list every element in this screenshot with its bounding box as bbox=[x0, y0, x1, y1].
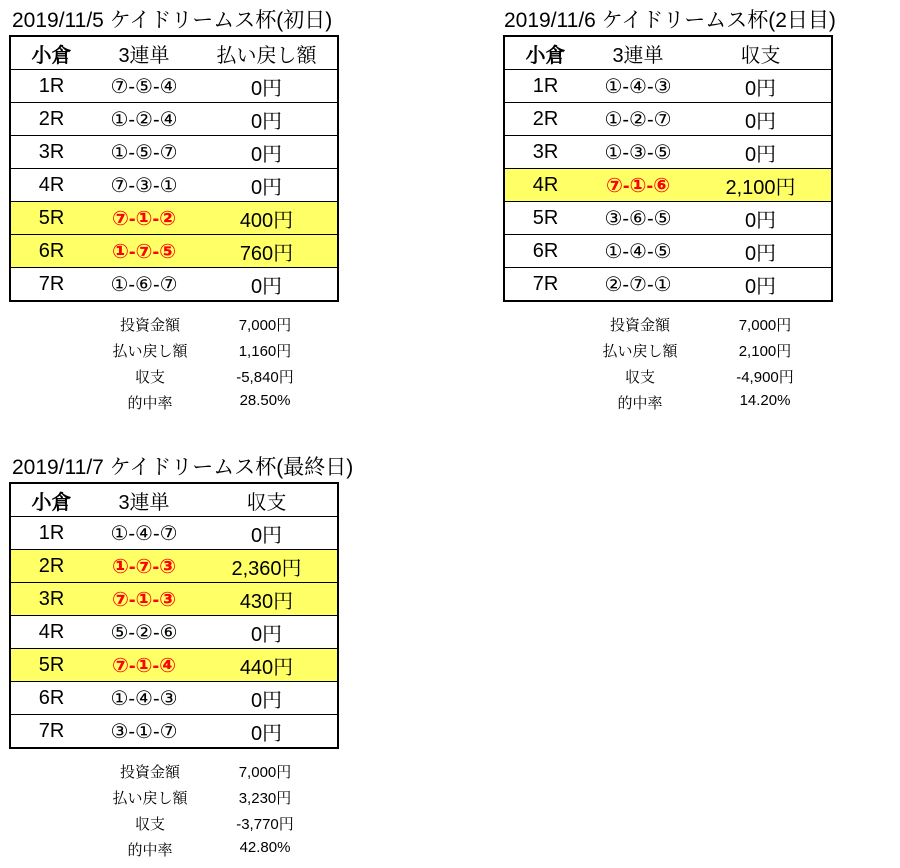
amount: 0円 bbox=[690, 70, 832, 103]
bet-type-header: 3連単 bbox=[586, 36, 690, 70]
amount: 760円 bbox=[196, 235, 338, 268]
venue-header: 小倉 bbox=[504, 36, 586, 70]
table-row-hit bbox=[10, 202, 338, 235]
combo: ⑦-①-③ bbox=[92, 583, 196, 616]
race-number: 4R bbox=[504, 169, 586, 202]
race-table bbox=[503, 35, 833, 302]
race-number: 3R bbox=[10, 136, 92, 169]
combo: ⑤-②-⑥ bbox=[92, 616, 196, 649]
race-number: 1R bbox=[504, 70, 586, 103]
combo: ③-①-⑦ bbox=[92, 715, 196, 749]
combo: ②-⑦-① bbox=[586, 268, 690, 302]
amount: 440円 bbox=[196, 649, 338, 682]
table-row bbox=[504, 268, 832, 302]
bet-type-header: 3連単 bbox=[92, 36, 196, 70]
summary-value: 7,000円 bbox=[738, 317, 792, 334]
table-row bbox=[10, 169, 338, 202]
combo: ⑦-⑤-④ bbox=[92, 70, 196, 103]
race-number: 2R bbox=[504, 103, 586, 136]
summary-value: 14.20% bbox=[739, 392, 791, 409]
amount: 0円 bbox=[196, 682, 338, 715]
amount: 400円 bbox=[196, 202, 338, 235]
table-row bbox=[504, 136, 832, 169]
table-row-hit bbox=[10, 550, 338, 583]
summary-value: 7,000円 bbox=[238, 317, 292, 334]
combo: ①-⑥-⑦ bbox=[92, 268, 196, 302]
amount: 2,360円 bbox=[196, 550, 338, 583]
summary-value: 2,100円 bbox=[738, 343, 792, 360]
amount: 0円 bbox=[196, 103, 338, 136]
amount-header: 払い戻し額 bbox=[196, 36, 338, 70]
summary-label: 投資金額 bbox=[609, 317, 670, 334]
summary-value: 3,230円 bbox=[238, 790, 292, 807]
venue-header: 小倉 bbox=[10, 36, 92, 70]
race-number: 2R bbox=[10, 103, 92, 136]
race-number: 6R bbox=[10, 235, 92, 268]
race-number: 5R bbox=[10, 202, 92, 235]
race-number: 4R bbox=[10, 169, 92, 202]
table-row bbox=[504, 103, 832, 136]
combo: ⑦-①-② bbox=[92, 202, 196, 235]
table-header-row bbox=[10, 36, 338, 70]
amount: 0円 bbox=[196, 616, 338, 649]
combo: ①-③-⑤ bbox=[586, 136, 690, 169]
summary-label: 払い戻し額 bbox=[602, 343, 678, 360]
venue-header: 小倉 bbox=[10, 483, 92, 517]
race-number: 2R bbox=[10, 550, 92, 583]
amount: 0円 bbox=[690, 202, 832, 235]
combo: ①-②-④ bbox=[92, 103, 196, 136]
summary-value: 42.80% bbox=[239, 839, 291, 856]
table-row bbox=[10, 517, 338, 550]
table-header-row bbox=[10, 483, 338, 517]
summary-label: 収支 bbox=[624, 369, 655, 386]
combo: ③-⑥-⑤ bbox=[586, 202, 690, 235]
race-table bbox=[9, 482, 339, 749]
combo: ⑦-①-④ bbox=[92, 649, 196, 682]
table-row bbox=[10, 715, 338, 749]
race-table bbox=[9, 35, 339, 302]
race-number: 5R bbox=[504, 202, 586, 235]
amount: 0円 bbox=[196, 169, 338, 202]
table-row bbox=[10, 268, 338, 302]
amount: 0円 bbox=[196, 517, 338, 550]
combo: ①-④-⑦ bbox=[92, 517, 196, 550]
combo: ①-④-⑤ bbox=[586, 235, 690, 268]
amount: 0円 bbox=[196, 715, 338, 749]
amount: 0円 bbox=[196, 70, 338, 103]
summary-label: 投資金額 bbox=[119, 317, 180, 334]
table-row bbox=[10, 103, 338, 136]
summary-label: 的中率 bbox=[617, 395, 663, 412]
combo: ①-⑦-③ bbox=[92, 550, 196, 583]
combo: ①-④-③ bbox=[586, 70, 690, 103]
summary-value: -4,900円 bbox=[736, 369, 794, 386]
amount: 0円 bbox=[196, 136, 338, 169]
combo: ①-⑤-⑦ bbox=[92, 136, 196, 169]
summary-value: 28.50% bbox=[239, 392, 291, 409]
amount: 430円 bbox=[196, 583, 338, 616]
table-row bbox=[504, 235, 832, 268]
table-row bbox=[10, 682, 338, 715]
race-number: 4R bbox=[10, 616, 92, 649]
day-title: 2019/11/7 ケイドリームス杯(最終日) bbox=[12, 456, 354, 479]
amount: 2,100円 bbox=[690, 169, 832, 202]
amount-header: 収支 bbox=[196, 483, 338, 517]
table-row bbox=[10, 616, 338, 649]
race-number: 1R bbox=[10, 517, 92, 550]
summary-label: 払い戻し額 bbox=[112, 343, 188, 360]
race-number: 1R bbox=[10, 70, 92, 103]
amount-header: 収支 bbox=[690, 36, 832, 70]
summary-label: 的中率 bbox=[127, 842, 173, 859]
table-header-row bbox=[504, 36, 832, 70]
race-number: 7R bbox=[10, 715, 92, 749]
combo: ①-⑦-⑤ bbox=[92, 235, 196, 268]
summary-value: 1,160円 bbox=[238, 343, 292, 360]
combo: ①-②-⑦ bbox=[586, 103, 690, 136]
race-number: 5R bbox=[10, 649, 92, 682]
race-number: 3R bbox=[504, 136, 586, 169]
summary-label: 収支 bbox=[134, 816, 165, 833]
summary-value: -3,770円 bbox=[236, 816, 294, 833]
table-row-hit bbox=[504, 169, 832, 202]
summary-label: 収支 bbox=[134, 369, 165, 386]
table-row bbox=[504, 202, 832, 235]
table-row-hit bbox=[10, 235, 338, 268]
table-row-hit bbox=[10, 649, 338, 682]
summary-label: 的中率 bbox=[127, 395, 173, 412]
amount: 0円 bbox=[690, 235, 832, 268]
race-number: 7R bbox=[504, 268, 586, 302]
race-number: 3R bbox=[10, 583, 92, 616]
day-title: 2019/11/5 ケイドリームス杯(初日) bbox=[12, 9, 333, 32]
combo: ①-④-③ bbox=[92, 682, 196, 715]
bet-type-header: 3連単 bbox=[92, 483, 196, 517]
table-row bbox=[10, 70, 338, 103]
summary-label: 払い戻し額 bbox=[112, 790, 188, 807]
combo: ⑦-①-⑥ bbox=[586, 169, 690, 202]
table-row-hit bbox=[10, 583, 338, 616]
amount: 0円 bbox=[690, 268, 832, 302]
summary-label: 投資金額 bbox=[119, 764, 180, 781]
summary-value: -5,840円 bbox=[236, 369, 294, 386]
combo: ⑦-③-① bbox=[92, 169, 196, 202]
race-number: 6R bbox=[10, 682, 92, 715]
race-number: 6R bbox=[504, 235, 586, 268]
day-title: 2019/11/6 ケイドリームス杯(2日目) bbox=[504, 9, 836, 32]
summary-value: 7,000円 bbox=[238, 764, 292, 781]
amount: 0円 bbox=[196, 268, 338, 302]
amount: 0円 bbox=[690, 103, 832, 136]
race-number: 7R bbox=[10, 268, 92, 302]
amount: 0円 bbox=[690, 136, 832, 169]
table-row bbox=[504, 70, 832, 103]
table-row bbox=[10, 136, 338, 169]
